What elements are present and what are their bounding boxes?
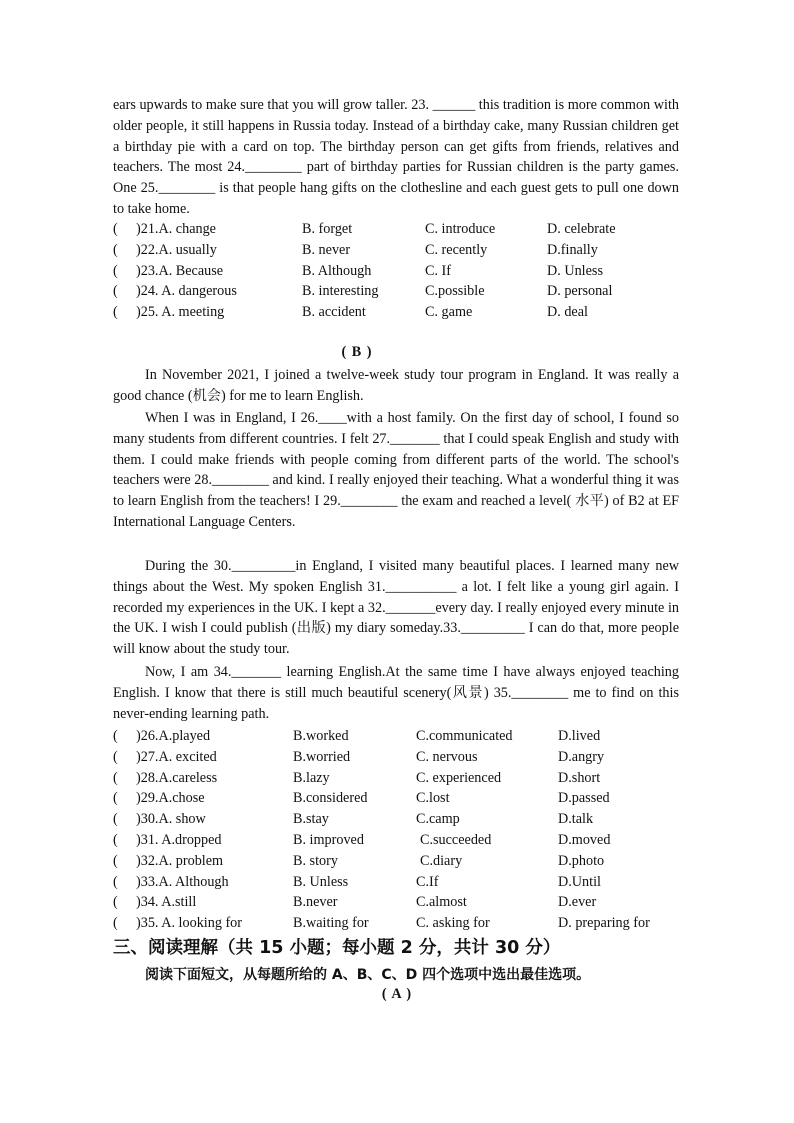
- option-c: C.diary: [420, 852, 463, 869]
- answer-paren[interactable]: (: [113, 304, 118, 321]
- option-d: D.passed: [558, 790, 610, 807]
- option-a: )25. A. meeting: [136, 304, 225, 321]
- passage-b-paragraph-2: When I was in England, I 26.____with a host family. On the first day of school, I found so many students from different countries. I felt 27._______ that I could speak English and study with them. I could make friends with people coming from different parts of the world. The school's teachers were 28.________ and kind. I really enjoyed their teaching. What a wonderful thing it was to learn English from the teachers! I 29.________ the exam and reached a level( 水平) of B2 at EF International Language Centers.: [113, 410, 679, 530]
- option-c: C. If: [425, 262, 452, 279]
- passage-b-paragraph-1: In November 2021, I joined a twelve-week study tour program in England. It was really a good chance (机会) for me to learn English.: [113, 367, 679, 404]
- answer-paren[interactable]: (: [113, 728, 118, 744]
- answer-paren[interactable]: (: [113, 852, 118, 869]
- option-row-33: [113, 872, 693, 893]
- passage-b-paragraph-3: During the 30._________in England, I visited many beautiful places. I learned many new things about the West. My spoken English 31.__________ a lot. I felt like a young girl again. I recorded my experiences in the UK. I kept a 32._______every day. I really enjoyed every minute in the UK. I wish I could publish (出版) my diary someday.33._________ I can do that, more people will know about the study tour.: [113, 558, 679, 658]
- options-a-list: [113, 219, 693, 323]
- answer-paren[interactable]: (: [113, 769, 118, 786]
- option-c: C.almost: [416, 894, 467, 911]
- option-c: C. nervous: [416, 748, 478, 765]
- option-row-26: [113, 726, 693, 747]
- answer-paren[interactable]: (: [113, 221, 118, 237]
- option-c: C.communicated: [416, 728, 513, 744]
- answer-paren[interactable]: (: [113, 915, 118, 932]
- option-a: )32.A. problem: [136, 852, 224, 869]
- option-d: D. Unless: [547, 262, 603, 279]
- option-row-28: [113, 768, 693, 789]
- option-b: B.considered: [293, 790, 368, 807]
- option-c: C. experienced: [416, 769, 502, 786]
- option-d: D.finally: [547, 241, 598, 258]
- option-b: B. story: [293, 852, 338, 869]
- option-d: D.ever: [558, 894, 597, 911]
- option-row-22: [113, 240, 693, 261]
- option-a: )28.A.careless: [136, 769, 218, 786]
- option-d: D.Until: [558, 873, 601, 890]
- option-row-21: [113, 219, 693, 240]
- option-b: B.worried: [293, 748, 351, 765]
- option-row-23: [113, 261, 693, 282]
- option-row-27: [113, 747, 693, 768]
- option-row-24: [113, 281, 693, 302]
- answer-paren[interactable]: (: [113, 241, 118, 258]
- option-d: D.angry: [558, 748, 605, 765]
- option-c: C.lost: [416, 790, 450, 807]
- option-b: B.lazy: [293, 769, 330, 786]
- option-a: )29.A.chose: [136, 790, 205, 807]
- option-a: )35. A. looking for: [136, 915, 243, 932]
- option-b: B.stay: [293, 811, 329, 828]
- option-row-35: [113, 913, 693, 934]
- passage-a-tail: ears upwards to make sure that you will grow taller. 23. ______ this tradition is more common with older people, it still happens in Russia today. Instead of a birthday cake, many Russian children get a birthday pie with a card on top. The birthday person can get gifts from friends, relatives and teachers. The most 24.________ part of birthday parties for Russian children is the party games. One 25.________ is that people hang gifts on the clothesline and each guest gets to pull one down to take home.: [113, 97, 679, 217]
- option-b: B.worked: [293, 728, 349, 744]
- answer-paren[interactable]: (: [113, 873, 118, 890]
- option-b: B. accident: [302, 304, 366, 321]
- option-d: D.photo: [558, 852, 605, 869]
- passage-b-paragraph-4: Now, I am 34._______ learning English.At the same time I have always enjoyed teaching English. I know that there is still much beautiful scenery(风景) 35.________ me to find on this never-ending learning path.: [113, 664, 679, 722]
- option-row-31: [113, 830, 693, 851]
- option-d: D. celebrate: [547, 221, 616, 237]
- option-row-25: [113, 302, 693, 323]
- option-a: )22.A. usually: [136, 241, 217, 258]
- option-d: D.talk: [558, 811, 594, 828]
- option-a: )21.A. change: [136, 221, 216, 237]
- section-3-heading: 三、阅读理解（共 15 小题；每小题 2 分，共计 30 分）: [113, 938, 561, 958]
- options-b-list: [113, 726, 693, 934]
- option-d: D. personal: [547, 283, 613, 300]
- section-3-label: ( A ): [381, 986, 413, 1002]
- option-row-32: [113, 851, 693, 872]
- answer-paren[interactable]: (: [113, 831, 118, 848]
- option-a: )33.A. Although: [136, 873, 229, 890]
- option-b: B. forget: [302, 221, 353, 237]
- option-d: D. preparing for: [558, 915, 650, 932]
- section-3-instruction: 阅读下面短文，从每题所给的 A、B、C、D 四个选项中选出最佳选项。: [145, 967, 591, 983]
- answer-paren[interactable]: (: [113, 748, 118, 765]
- section-b-label: ( B ): [341, 344, 373, 360]
- option-a: )30.A. show: [136, 811, 206, 828]
- option-c: C.possible: [425, 283, 485, 300]
- answer-paren[interactable]: (: [113, 790, 118, 807]
- option-d: D.moved: [558, 831, 611, 848]
- option-d: D.short: [558, 769, 601, 786]
- option-d: D.lived: [558, 728, 601, 744]
- option-b: B. improved: [293, 831, 364, 848]
- option-a: )26.A.played: [136, 728, 211, 744]
- answer-paren[interactable]: (: [113, 811, 118, 828]
- option-b: B. Although: [302, 262, 372, 279]
- option-b: B.waiting for: [293, 915, 369, 932]
- option-a: )27.A. excited: [136, 748, 217, 765]
- option-c: C. recently: [425, 241, 488, 258]
- option-row-34: [113, 892, 693, 913]
- option-c: C. asking for: [416, 915, 490, 932]
- option-b: B. Unless: [293, 873, 349, 890]
- option-a: )24. A. dangerous: [136, 283, 237, 300]
- option-b: B.never: [293, 894, 338, 911]
- option-d: D. deal: [547, 304, 588, 321]
- option-b: B. interesting: [302, 283, 379, 300]
- option-row-30: [113, 809, 693, 830]
- option-a: )23.A. Because: [136, 262, 224, 279]
- option-a: )34. A.still: [136, 894, 197, 911]
- answer-paren[interactable]: (: [113, 262, 118, 279]
- answer-paren[interactable]: (: [113, 894, 118, 911]
- option-c: C.camp: [416, 811, 460, 828]
- answer-paren[interactable]: (: [113, 283, 118, 300]
- option-b: B. never: [302, 241, 351, 258]
- option-a: )31. A.dropped: [136, 831, 222, 848]
- option-row-29: [113, 788, 693, 809]
- option-c: C.If: [416, 873, 439, 890]
- option-c: C. game: [425, 304, 473, 321]
- option-c: C. introduce: [425, 221, 496, 237]
- option-c: C.succeeded: [420, 831, 492, 848]
